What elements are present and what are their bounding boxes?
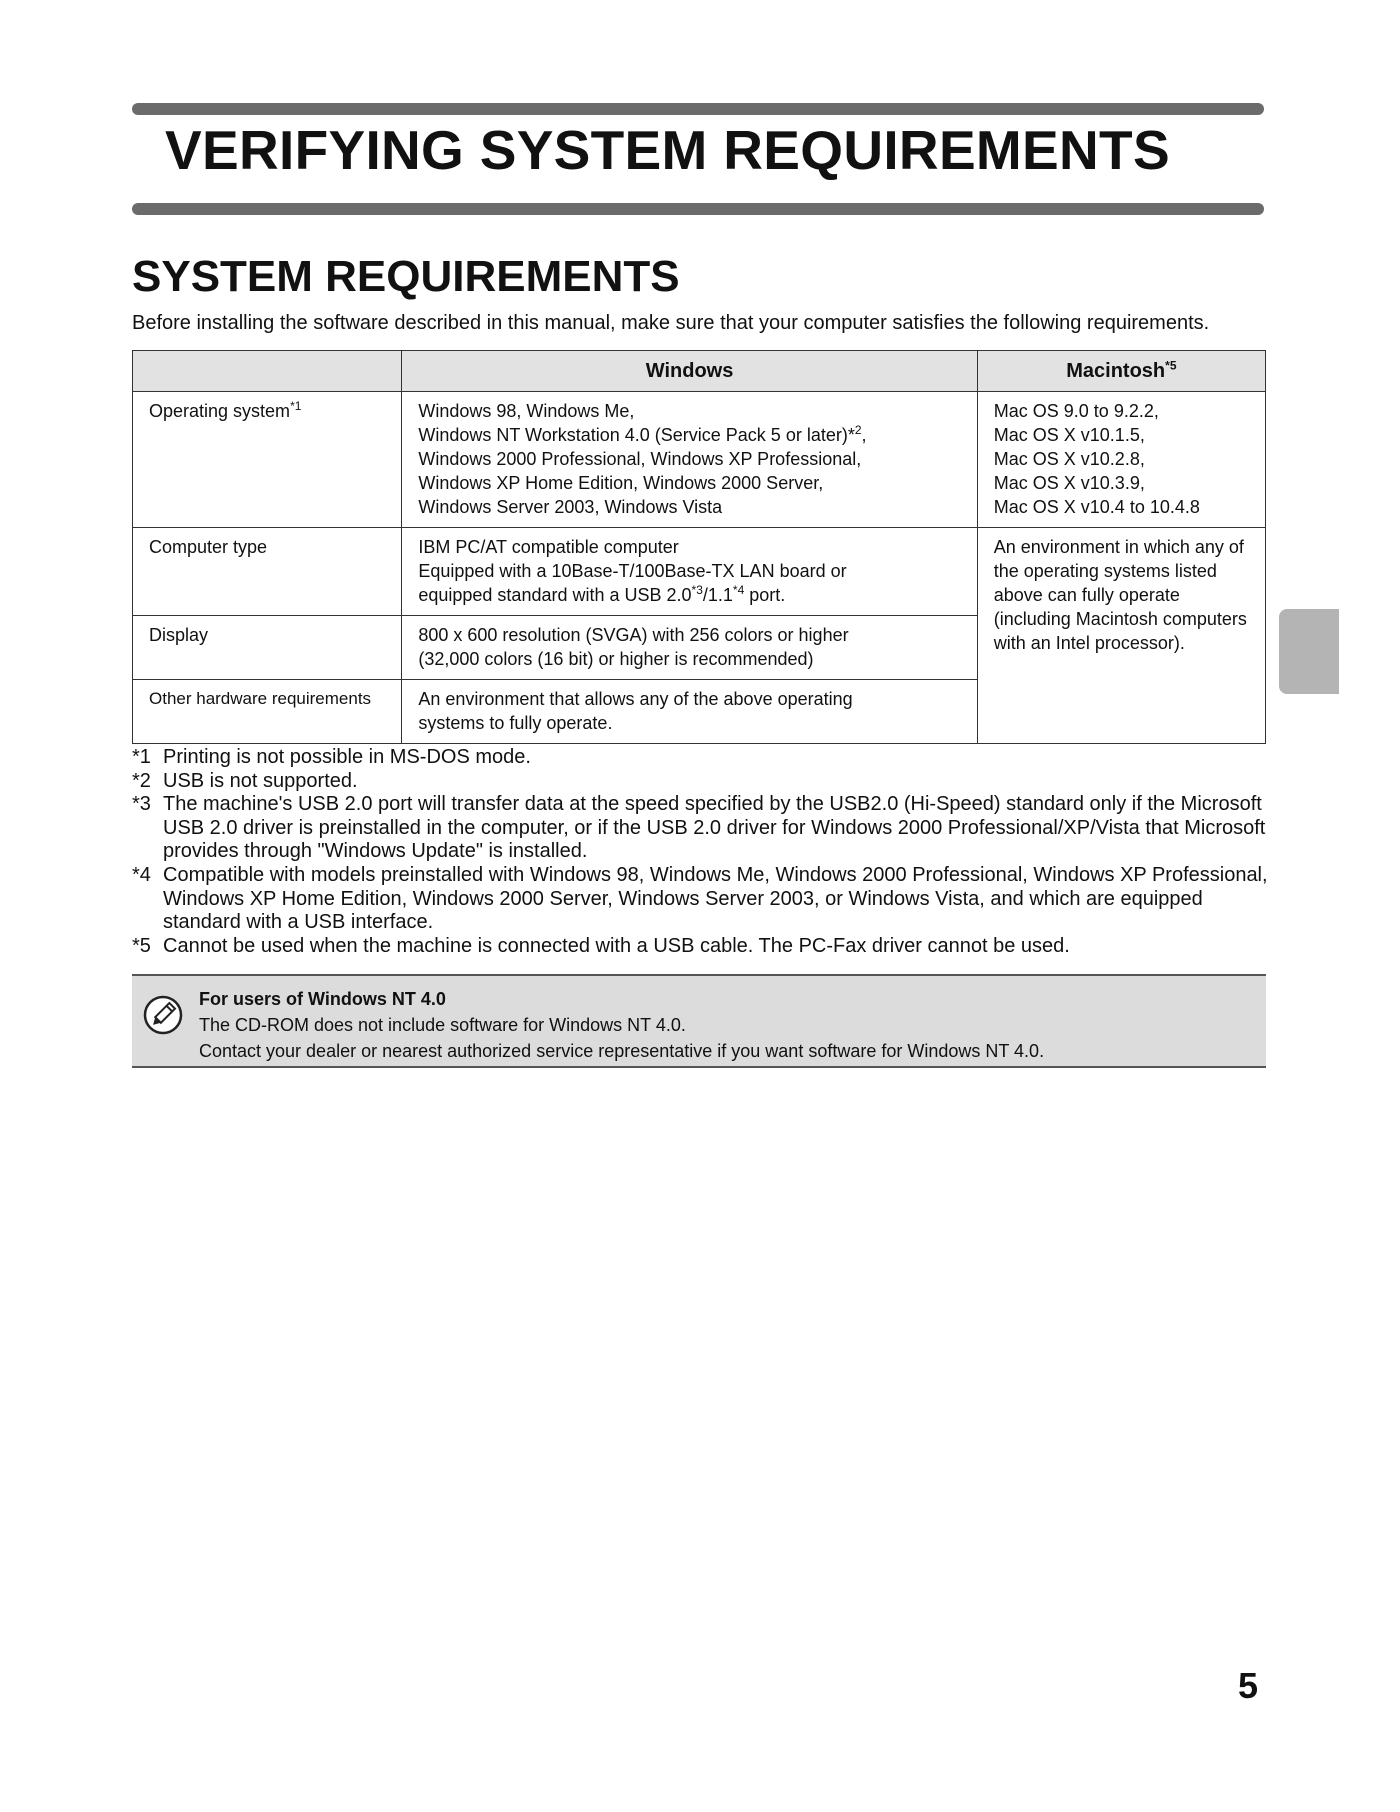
footnote-mark: *3 bbox=[132, 793, 151, 816]
display-windows-line: 800 x 600 resolution (SVGA) with 256 colors or higher bbox=[418, 625, 849, 645]
section-title: SYSTEM REQUIREMENTS bbox=[132, 252, 680, 301]
computer-usb-ref-a: *3 bbox=[691, 583, 703, 597]
os-windows-line: Windows 98, Windows Me, bbox=[418, 401, 635, 421]
computer-usb-text-a: equipped standard with a USB 2.0 bbox=[418, 585, 692, 605]
footnote-item bbox=[132, 935, 1272, 959]
header-windows-label: Windows bbox=[645, 360, 734, 382]
os-mac-line: Mac OS X v10.3.9, bbox=[993, 473, 1145, 493]
os-mac-cell bbox=[977, 392, 1265, 528]
footnote-item bbox=[132, 793, 1272, 864]
os-windows-nt-ref: 2 bbox=[854, 423, 862, 437]
hardware-mac-cell: An environment in which any of the operating systems listed above can fully operate (including Macintosh computers with an Intel processor). bbox=[977, 528, 1265, 744]
footnote-item bbox=[132, 770, 1272, 794]
computer-windows-usb-line bbox=[418, 583, 960, 607]
row-label-os bbox=[133, 392, 402, 528]
footnote-text: Compatible with models preinstalled with Windows 98, Windows Me, Windows 2000 Professional, Windows XP Professional, Windows XP Home Edition, Windows 2000 Server, Windows Server 2003, or Windows Vista, and which are equipped standard with a USB interface. bbox=[163, 863, 1268, 934]
computer-usb-text-c: port. bbox=[744, 585, 786, 605]
row-label-os-text: Operating system bbox=[149, 401, 291, 421]
table-row-computer bbox=[133, 528, 1266, 616]
footnote-mark: *2 bbox=[132, 769, 151, 792]
footnote-text: Printing is not possible in MS-DOS mode. bbox=[163, 746, 531, 768]
page-number: 5 bbox=[1238, 1665, 1259, 1706]
table-row-os bbox=[133, 392, 1266, 528]
display-windows-line: (32,000 colors (16 bit) or higher is recommended) bbox=[418, 649, 814, 669]
note-box bbox=[132, 974, 1266, 1068]
os-windows-nt-text: Windows NT Workstation 4.0 (Service Pack 5 or later)* bbox=[418, 425, 855, 445]
os-mac-line: Mac OS X v10.2.8, bbox=[993, 449, 1145, 469]
os-mac-line: Mac OS 9.0 to 9.2.2, bbox=[993, 401, 1159, 421]
row-label-other: Other hardware requirements bbox=[133, 680, 402, 744]
os-mac-line: Mac OS X v10.1.5, bbox=[993, 425, 1145, 445]
title-rule-top bbox=[132, 103, 1264, 115]
footnote-item bbox=[132, 746, 1272, 770]
other-windows-line: An environment that allows any of the above operating bbox=[418, 689, 853, 709]
header-macintosh-ref: *5 bbox=[1165, 358, 1177, 373]
header-empty-cell bbox=[133, 351, 402, 392]
computer-windows-line: IBM PC/AT compatible computer bbox=[418, 537, 679, 557]
row-label-computer: Computer type bbox=[133, 528, 402, 616]
header-windows bbox=[402, 351, 977, 392]
note-line: Contact your dealer or nearest authorized service representative if you want software for Windows NT 4.0. bbox=[199, 1041, 1045, 1061]
chapter-side-tab bbox=[1279, 609, 1339, 694]
header-macintosh bbox=[977, 351, 1265, 392]
footnote-text: The machine's USB 2.0 port will transfer data at the speed specified by the USB2.0 (Hi-Speed) standard only if the Microsoft USB 2.0 driver is preinstalled in the computer, or if the USB 2.0 driver for Windows 2000 Professional/XP/Vista that Microsoft provides through "Windows Update" is installed. bbox=[163, 793, 1266, 863]
row-label-display: Display bbox=[133, 616, 402, 680]
note-line: The CD-ROM does not include software for Windows NT 4.0. bbox=[199, 1015, 686, 1035]
computer-usb-text-b: /1.1 bbox=[702, 585, 733, 605]
pencil-note-icon bbox=[142, 994, 184, 1036]
os-windows-line: Windows 2000 Professional, Windows XP Professional, bbox=[418, 449, 862, 469]
page-title: VERIFYING SYSTEM REQUIREMENTS bbox=[165, 119, 1170, 181]
os-windows-line-nt bbox=[418, 423, 960, 447]
footnote-mark: *4 bbox=[132, 863, 151, 886]
computer-windows-line: Equipped with a 10Base-T/100Base-TX LAN board or bbox=[418, 561, 847, 581]
intro-paragraph: Before installing the software described in this manual, make sure that your computer satisfies the following requirements. bbox=[132, 312, 1210, 334]
os-windows-nt-comma: , bbox=[861, 425, 867, 445]
os-windows-line: Windows XP Home Edition, Windows 2000 Server, bbox=[418, 473, 824, 493]
header-macintosh-label: Macintosh bbox=[1066, 360, 1166, 382]
footnote-item bbox=[132, 864, 1272, 935]
footnote-mark: *5 bbox=[132, 934, 151, 957]
display-windows-cell bbox=[402, 616, 977, 680]
os-windows-line: Windows Server 2003, Windows Vista bbox=[418, 497, 723, 517]
os-windows-cell bbox=[402, 392, 977, 528]
row-label-os-ref: *1 bbox=[290, 399, 302, 413]
footnotes-list bbox=[132, 746, 1272, 958]
table-header-row bbox=[133, 351, 1266, 392]
requirements-table bbox=[132, 350, 1266, 744]
footnote-text: USB is not supported. bbox=[163, 769, 358, 792]
other-windows-line: systems to fully operate. bbox=[418, 713, 613, 733]
note-text bbox=[199, 986, 1044, 1064]
footnote-mark: *1 bbox=[132, 746, 151, 768]
title-rule-bottom bbox=[132, 203, 1264, 215]
computer-windows-cell bbox=[402, 528, 977, 616]
os-mac-line: Mac OS X v10.4 to 10.4.8 bbox=[993, 497, 1200, 517]
computer-usb-ref-b: *4 bbox=[732, 583, 745, 597]
footnote-text: Cannot be used when the machine is connected with a USB cable. The PC-Fax driver cannot be used. bbox=[163, 934, 1070, 957]
other-windows-cell bbox=[402, 680, 977, 744]
note-heading: For users of Windows NT 4.0 bbox=[199, 989, 446, 1009]
